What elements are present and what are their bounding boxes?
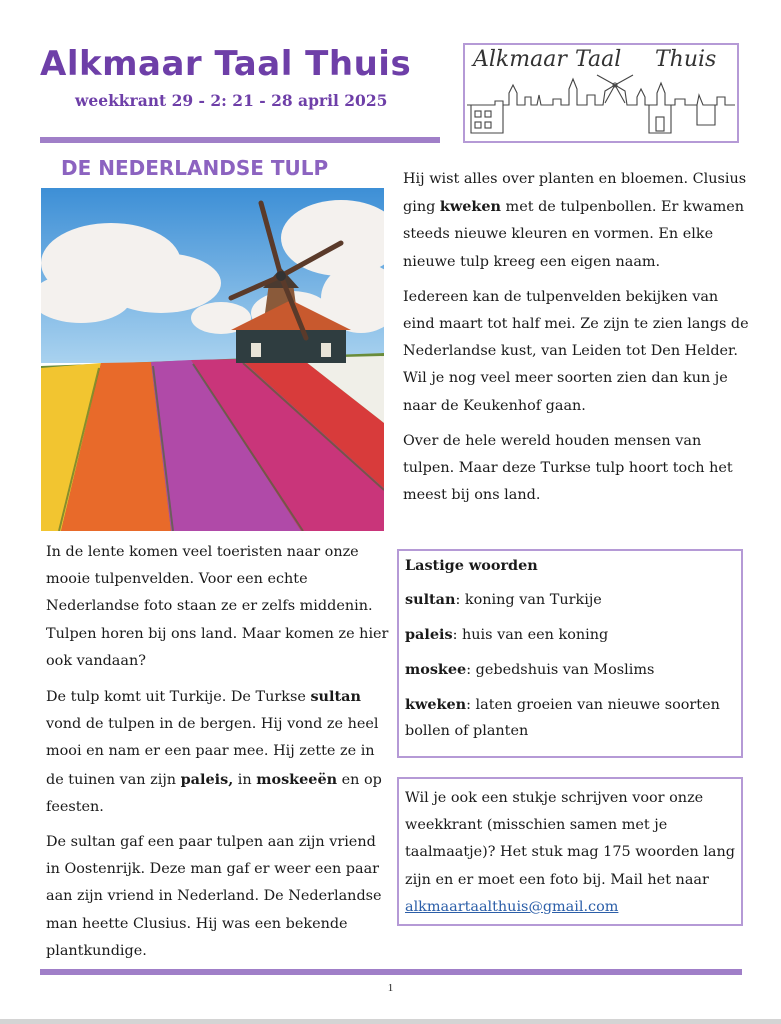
keyword-kweken: kweken xyxy=(439,198,501,216)
glossary-entry: paleis: huis van een koning xyxy=(405,626,609,643)
logo-word-alkmaar: Alkmaar xyxy=(473,47,567,72)
email-link[interactable]: alkmaartaalthuis@gmail.com xyxy=(405,898,619,915)
glossary-entry: sultan: koning van Turkije xyxy=(405,591,602,608)
masthead-subtitle: weekkrant 29 - 2: 21 - 28 april 2025 xyxy=(75,91,388,110)
bottom-edge xyxy=(0,1019,781,1024)
article-paragraph: Hij wist alles over planten en bloemen. Clusius ging kweken met de tulpenbollen. Er kwamen steeds nieuwe kleuren en vormen. En elke nieuwe tulp kreeg een eigen naam. xyxy=(403,171,747,270)
keyword-moskeeen: moskeeën xyxy=(256,770,338,788)
keyword-paleis: paleis, xyxy=(180,770,234,788)
article-left-column xyxy=(46,539,391,973)
glossary-title: Lastige woorden xyxy=(405,557,538,574)
masthead-title: Alkmaar Taal Thuis xyxy=(40,44,412,84)
article-paragraph: De sultan gaf een paar tulpen aan zijn vriend in Oostenrijk. Deze man gaf er weer een paar aan zijn vriend in Nederland. De Nederlandse man heette Clusius. Hij was een bekende plantkundige. xyxy=(46,834,382,959)
top-divider xyxy=(40,137,440,143)
article-paragraph: In de lente komen veel toeristen naar onze mooie tulpenvelden. Voor een echte Nederlandse foto staan ze er zelfs middenin. Tulpen horen bij ons land. Maar komen ze hier ook vandaan? xyxy=(46,544,389,669)
article-paragraph: Over de hele wereld houden mensen van tulpen. Maar deze Turkse tulp hoort toch het meest bij ons land. xyxy=(403,432,733,504)
logo xyxy=(463,43,739,143)
article-paragraph: De tulp komt uit Turkije. De Turkse sultan vond de tulpen in de bergen. Hij vond ze heel mooi en nam er een paar mee. Hij zette ze in de tuinen van zijn paleis, in moskeeën en op feesten. xyxy=(46,688,382,815)
call-to-action-text: Wil je ook een stukje schrijven voor onze weekkrant (misschien samen met je taalmaatje)? Het stuk mag 175 woorden lang zijn en er moet een foto bij. Mail het naar xyxy=(405,790,735,888)
article-paragraph: Iedereen kan de tulpenvelden bekijken van eind maart tot half mei. Ze zijn te zien langs de Nederlandse kust, van Leiden tot Den Helder. Wil je nog veel meer soorten zien dan kun je naar de Keukenhof gaan. xyxy=(403,288,749,414)
glossary-box xyxy=(397,549,743,758)
page-number: 1 xyxy=(387,982,394,994)
keyword-sultan: sultan xyxy=(310,688,361,706)
glossary-entry: moskee: gebedshuis van Moslims xyxy=(405,661,655,678)
logo-word-thuis: Thuis xyxy=(655,47,717,72)
article-right-column xyxy=(403,166,753,517)
logo-word-taal: Taal xyxy=(575,47,622,72)
bottom-divider xyxy=(40,969,742,975)
glossary-entry: kweken: laten groeien van nieuwe soorten bollen of planten xyxy=(405,696,720,739)
windmill-tulip-field-photo xyxy=(41,188,384,531)
call-to-action-box xyxy=(397,777,743,926)
article-title: DE NEDERLANDSE TULP xyxy=(61,156,329,180)
